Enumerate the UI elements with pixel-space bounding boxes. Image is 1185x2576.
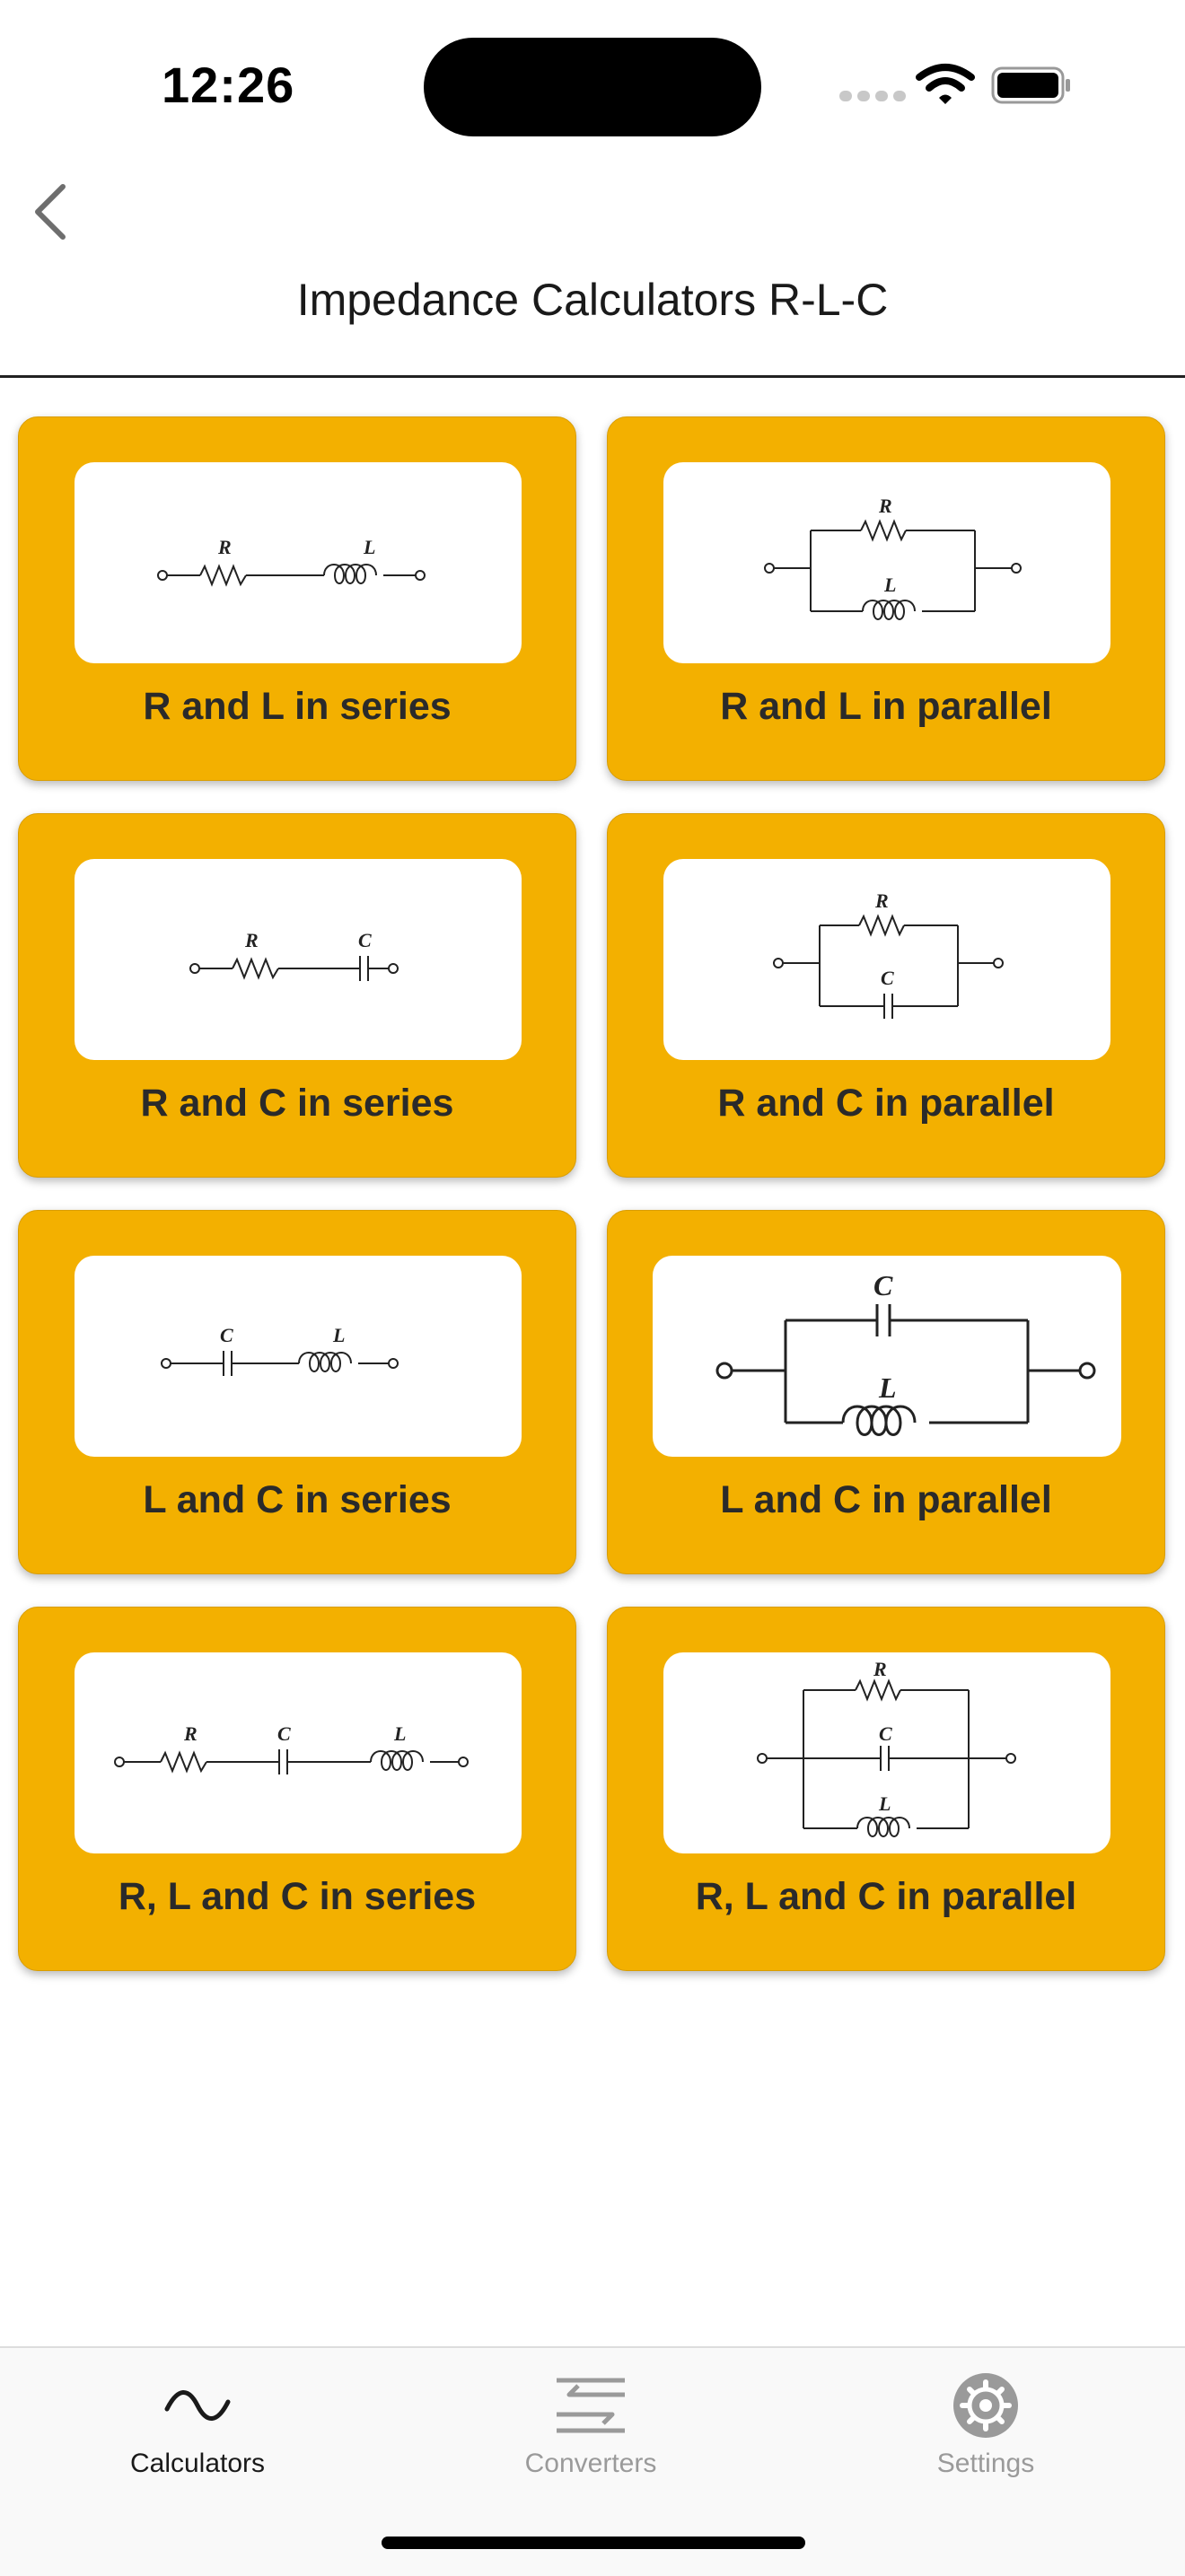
status-time: 12:26	[162, 57, 295, 113]
card-rc-series[interactable]	[18, 813, 576, 1178]
capacitor-label: C	[358, 929, 372, 951]
capacitor-label: C	[277, 1722, 291, 1745]
resistor-label: R	[873, 1658, 887, 1680]
swap-arrows-icon	[555, 2370, 627, 2441]
circuit-diagram-rlc-parallel	[663, 1652, 1110, 1853]
inductor-label: L	[394, 1722, 407, 1745]
circuit-diagram-lc-series	[75, 1256, 522, 1457]
resistor-label: R	[218, 536, 232, 558]
capacitor-label: C	[873, 1269, 893, 1301]
card-label: R and C in parallel	[717, 1082, 1055, 1125]
circuit-diagram-rlc-series	[75, 1652, 522, 1853]
inductor-label: L	[364, 536, 376, 558]
wifi-icon	[916, 63, 975, 108]
card-lc-parallel[interactable]	[607, 1210, 1165, 1574]
card-label: R and L in parallel	[720, 685, 1052, 728]
inductor-label: L	[879, 1792, 891, 1815]
resistor-label: R	[245, 929, 259, 951]
resistor-label: R	[879, 495, 892, 517]
battery-icon	[991, 66, 1072, 104]
header-divider	[0, 375, 1185, 378]
inductor-label: L	[333, 1324, 346, 1346]
back-button[interactable]	[22, 176, 83, 248]
tab-converters[interactable]	[456, 2348, 725, 2519]
card-rl-series[interactable]	[18, 416, 576, 781]
circuit-diagram-rl-parallel	[663, 462, 1110, 663]
inductor-label: L	[879, 1371, 897, 1404]
circuit-diagram-rl-series	[75, 462, 522, 663]
card-label: R, L and C in series	[118, 1875, 477, 1918]
dynamic-island	[424, 38, 761, 136]
card-label: L and C in parallel	[720, 1478, 1052, 1521]
inductor-label: L	[884, 574, 897, 596]
circuit-diagram-lc-parallel	[653, 1256, 1121, 1457]
tab-label: Settings	[936, 2449, 1035, 2478]
circuit-diagram-rc-series	[75, 859, 522, 1060]
sine-wave-icon	[162, 2370, 233, 2441]
page-title: Impedance Calculators R-L-C	[296, 275, 889, 325]
card-label: R and L in series	[143, 685, 452, 728]
tab-settings[interactable]	[851, 2348, 1120, 2519]
tab-label: Calculators	[129, 2449, 266, 2478]
capacitor-label: C	[220, 1324, 233, 1346]
cellular-signal-icon	[839, 90, 911, 106]
card-lc-series[interactable]	[18, 1210, 576, 1574]
tab-calculators[interactable]	[63, 2348, 332, 2519]
card-rlc-series[interactable]	[18, 1607, 576, 1971]
circuit-diagram-rc-parallel	[663, 859, 1110, 1060]
tab-label: Converters	[524, 2449, 657, 2478]
card-rlc-parallel[interactable]	[607, 1607, 1165, 1971]
card-label: L and C in series	[143, 1478, 452, 1521]
card-rc-parallel[interactable]	[607, 813, 1165, 1178]
status-bar	[0, 0, 1185, 171]
capacitor-label: C	[881, 967, 894, 989]
home-indicator	[382, 2537, 805, 2549]
card-rl-parallel[interactable]	[607, 416, 1165, 781]
gear-icon	[950, 2370, 1022, 2441]
card-label: R and C in series	[140, 1082, 454, 1125]
resistor-label: R	[184, 1722, 198, 1745]
card-label: R, L and C in parallel	[695, 1875, 1077, 1918]
resistor-label: R	[875, 889, 889, 912]
capacitor-label: C	[879, 1722, 892, 1745]
